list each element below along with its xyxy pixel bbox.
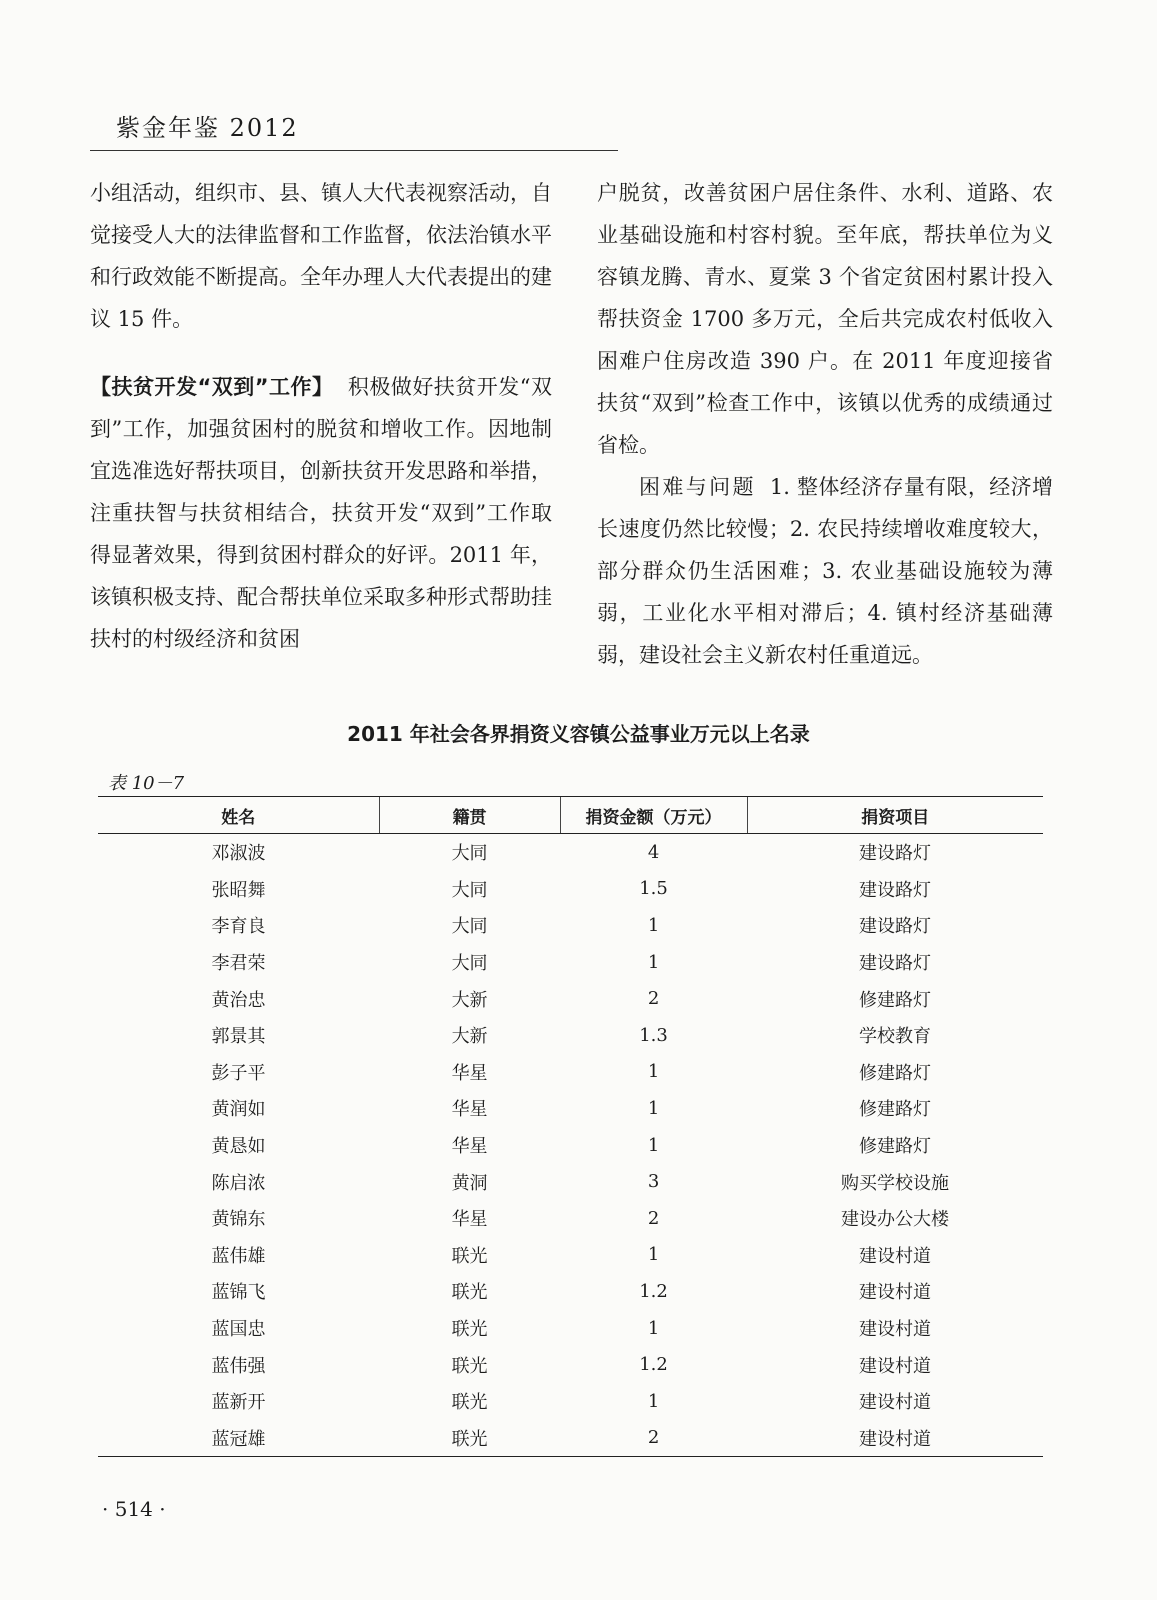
cell-amount: 1 bbox=[647, 1134, 660, 1156]
cell-amount: 2 bbox=[647, 988, 660, 1010]
table-body bbox=[98, 834, 1043, 1457]
cell-amount: 4 bbox=[647, 841, 660, 863]
table-row bbox=[98, 1310, 1043, 1347]
header-rule bbox=[90, 150, 618, 151]
cell-name: 郭景其 bbox=[211, 1026, 266, 1048]
cell-name: 黄恳如 bbox=[211, 1136, 266, 1158]
cell-project: 修建路灯 bbox=[859, 1062, 932, 1084]
cell-name: 黄锦东 bbox=[211, 1209, 266, 1231]
cell-hometown: 联光 bbox=[451, 1245, 488, 1267]
cell-name: 黄润如 bbox=[211, 1099, 266, 1121]
cell-amount: 1 bbox=[647, 1317, 660, 1339]
right-paragraph: 户脱贫，改善贫困户居住条件、水利、道路、农业基础设施和村容村貌。至年底，帮扶单位为义容镇龙腾、青水、夏棠 3 个省定贫困村累计投入帮扶资金 1700 多万元，全后共完成农村低收入困难户住房改造 390 户。在 2011 年度迎接省扶贫“双到”检查工作中，该镇以优秀的成绩通过省检。 bbox=[597, 181, 1053, 457]
cell-project: 建设村道 bbox=[859, 1355, 932, 1377]
problems-label: 困难与问题 bbox=[639, 475, 756, 499]
cell-project: 建设路灯 bbox=[859, 916, 932, 938]
header-name: 姓名 bbox=[98, 797, 379, 834]
table-row bbox=[98, 1200, 1043, 1237]
cell-amount: 1 bbox=[647, 1097, 660, 1119]
table-row bbox=[98, 834, 1043, 871]
cell-hometown: 大新 bbox=[451, 1026, 488, 1048]
cell-hometown: 大同 bbox=[451, 953, 488, 975]
table-row bbox=[98, 1346, 1043, 1383]
cell-hometown: 大同 bbox=[451, 879, 488, 901]
cell-hometown: 联光 bbox=[451, 1355, 488, 1377]
cell-project: 学校教育 bbox=[859, 1026, 932, 1048]
cell-name: 蓝新开 bbox=[211, 1392, 266, 1414]
cell-hometown: 联光 bbox=[451, 1392, 488, 1414]
donation-table bbox=[98, 796, 1043, 1457]
cell-amount: 2 bbox=[560, 1420, 747, 1457]
cell-name: 彭子平 bbox=[211, 1062, 266, 1084]
cell-name: 邓淑波 bbox=[211, 843, 266, 865]
cell-project: 修建路灯 bbox=[859, 1099, 932, 1121]
cell-name: 蓝伟强 bbox=[211, 1355, 266, 1377]
header-amount: 捐资金额（万元） bbox=[560, 797, 747, 834]
cell-name: 李君荣 bbox=[211, 953, 266, 975]
cell-amount: 1.5 bbox=[639, 878, 668, 900]
cell-amount: 1 bbox=[647, 914, 660, 936]
cell-project: 修建路灯 bbox=[859, 989, 932, 1011]
table-row bbox=[98, 907, 1043, 944]
table-title: 2011 年社会各界捐资义容镇公益事业万元以上名录 bbox=[347, 722, 810, 746]
cell-amount: 1.2 bbox=[639, 1280, 668, 1302]
cell-hometown: 大同 bbox=[451, 843, 488, 865]
header-project: 捐资项目 bbox=[747, 797, 1043, 834]
table-header-row bbox=[98, 797, 1043, 834]
table-row bbox=[98, 1017, 1043, 1054]
left-column bbox=[90, 172, 552, 660]
table-row bbox=[98, 1163, 1043, 1200]
cell-amount: 1.2 bbox=[639, 1354, 668, 1376]
table-number: 表 10－7 bbox=[108, 773, 185, 794]
table-row bbox=[98, 1420, 1043, 1457]
table-row bbox=[98, 1090, 1043, 1127]
section-heading: 【扶贫开发“双到”工作】 bbox=[90, 375, 334, 399]
cell-amount: 1 bbox=[647, 1061, 660, 1083]
table-row bbox=[98, 1237, 1043, 1274]
cell-hometown: 大同 bbox=[451, 916, 488, 938]
cell-name: 蓝锦飞 bbox=[211, 1282, 266, 1304]
cell-hometown: 华星 bbox=[451, 1136, 488, 1158]
cell-hometown: 华星 bbox=[451, 1062, 488, 1084]
cell-hometown: 联光 bbox=[451, 1282, 488, 1304]
cell-name: 黄治忠 bbox=[211, 989, 266, 1011]
cell-hometown: 联光 bbox=[379, 1420, 560, 1457]
cell-name: 蓝伟雄 bbox=[211, 1245, 266, 1267]
cell-amount: 2 bbox=[647, 1207, 660, 1229]
cell-project: 建设村道 bbox=[859, 1282, 932, 1304]
section-text: 积极做好扶贫开发“双到”工作，加强贫困村的脱贫和增收工作。因地制宜选准选好帮扶项目，创新扶贫开发思路和举措，注重扶智与扶贫相结合，扶贫开发“双到”工作取得显著效果，得到贫困村群众的好评。2011 年，该镇积极支持、配合帮扶单位采取多种形式帮助挂扶村的村级经济和贫困 bbox=[90, 375, 552, 651]
cell-project: 建设办公大楼 bbox=[841, 1209, 950, 1231]
left-paragraph: 小组活动，组织市、县、镇人大代表视察活动，自觉接受人大的法律监督和工作监督，依法治镇水平和行政效能不断提高。全年办理人大代表提出的建议 15 件。 bbox=[90, 181, 552, 331]
table-row bbox=[98, 1383, 1043, 1420]
problems-paragraph bbox=[597, 466, 1053, 676]
table-row bbox=[98, 944, 1043, 981]
table-row bbox=[98, 1127, 1043, 1164]
cell-project: 建设路灯 bbox=[859, 879, 932, 901]
cell-project: 建设路灯 bbox=[859, 843, 932, 865]
cell-hometown: 黄洞 bbox=[451, 1172, 488, 1194]
cell-project: 建设村道 bbox=[859, 1319, 932, 1341]
cell-amount: 1 bbox=[647, 951, 660, 973]
cell-amount: 1.3 bbox=[639, 1024, 668, 1046]
table-row bbox=[98, 871, 1043, 908]
page-number: · 514 · bbox=[102, 1497, 166, 1521]
cell-name: 蓝冠雄 bbox=[98, 1420, 379, 1457]
cell-amount: 1 bbox=[647, 1390, 660, 1412]
cell-hometown: 联光 bbox=[451, 1319, 488, 1341]
header-hometown: 籍贯 bbox=[379, 797, 560, 834]
right-column bbox=[597, 172, 1053, 676]
running-header: 紫金年鉴 2012 bbox=[116, 114, 299, 142]
cell-name: 陈启浓 bbox=[211, 1172, 266, 1194]
cell-amount: 3 bbox=[647, 1171, 660, 1193]
cell-hometown: 华星 bbox=[451, 1209, 488, 1231]
cell-hometown: 大新 bbox=[451, 989, 488, 1011]
problems-text: 1. 整体经济存量有限，经济增长速度仍然比较慢；2. 农民持续增收难度较大，部分群众仍生活困难；3. 农业基础设施较为薄弱，工业化水平相对滞后；4. 镇村经济基础薄弱，建设社会主义新农村任重道远。 bbox=[597, 475, 1054, 667]
cell-name: 蓝国忠 bbox=[211, 1319, 266, 1341]
cell-project: 建设村道 bbox=[747, 1420, 1043, 1457]
cell-project: 建设路灯 bbox=[859, 953, 932, 975]
poverty-section bbox=[90, 366, 552, 660]
table-row bbox=[98, 1054, 1043, 1091]
cell-project: 修建路灯 bbox=[859, 1136, 932, 1158]
cell-project: 建设村道 bbox=[859, 1245, 932, 1267]
cell-amount: 1 bbox=[647, 1244, 660, 1266]
cell-project: 购买学校设施 bbox=[841, 1172, 950, 1194]
cell-name: 张昭舞 bbox=[211, 879, 266, 901]
table-row bbox=[98, 1273, 1043, 1310]
cell-name: 李育良 bbox=[211, 916, 266, 938]
cell-hometown: 华星 bbox=[451, 1099, 488, 1121]
table-row bbox=[98, 980, 1043, 1017]
cell-project: 建设村道 bbox=[859, 1392, 932, 1414]
